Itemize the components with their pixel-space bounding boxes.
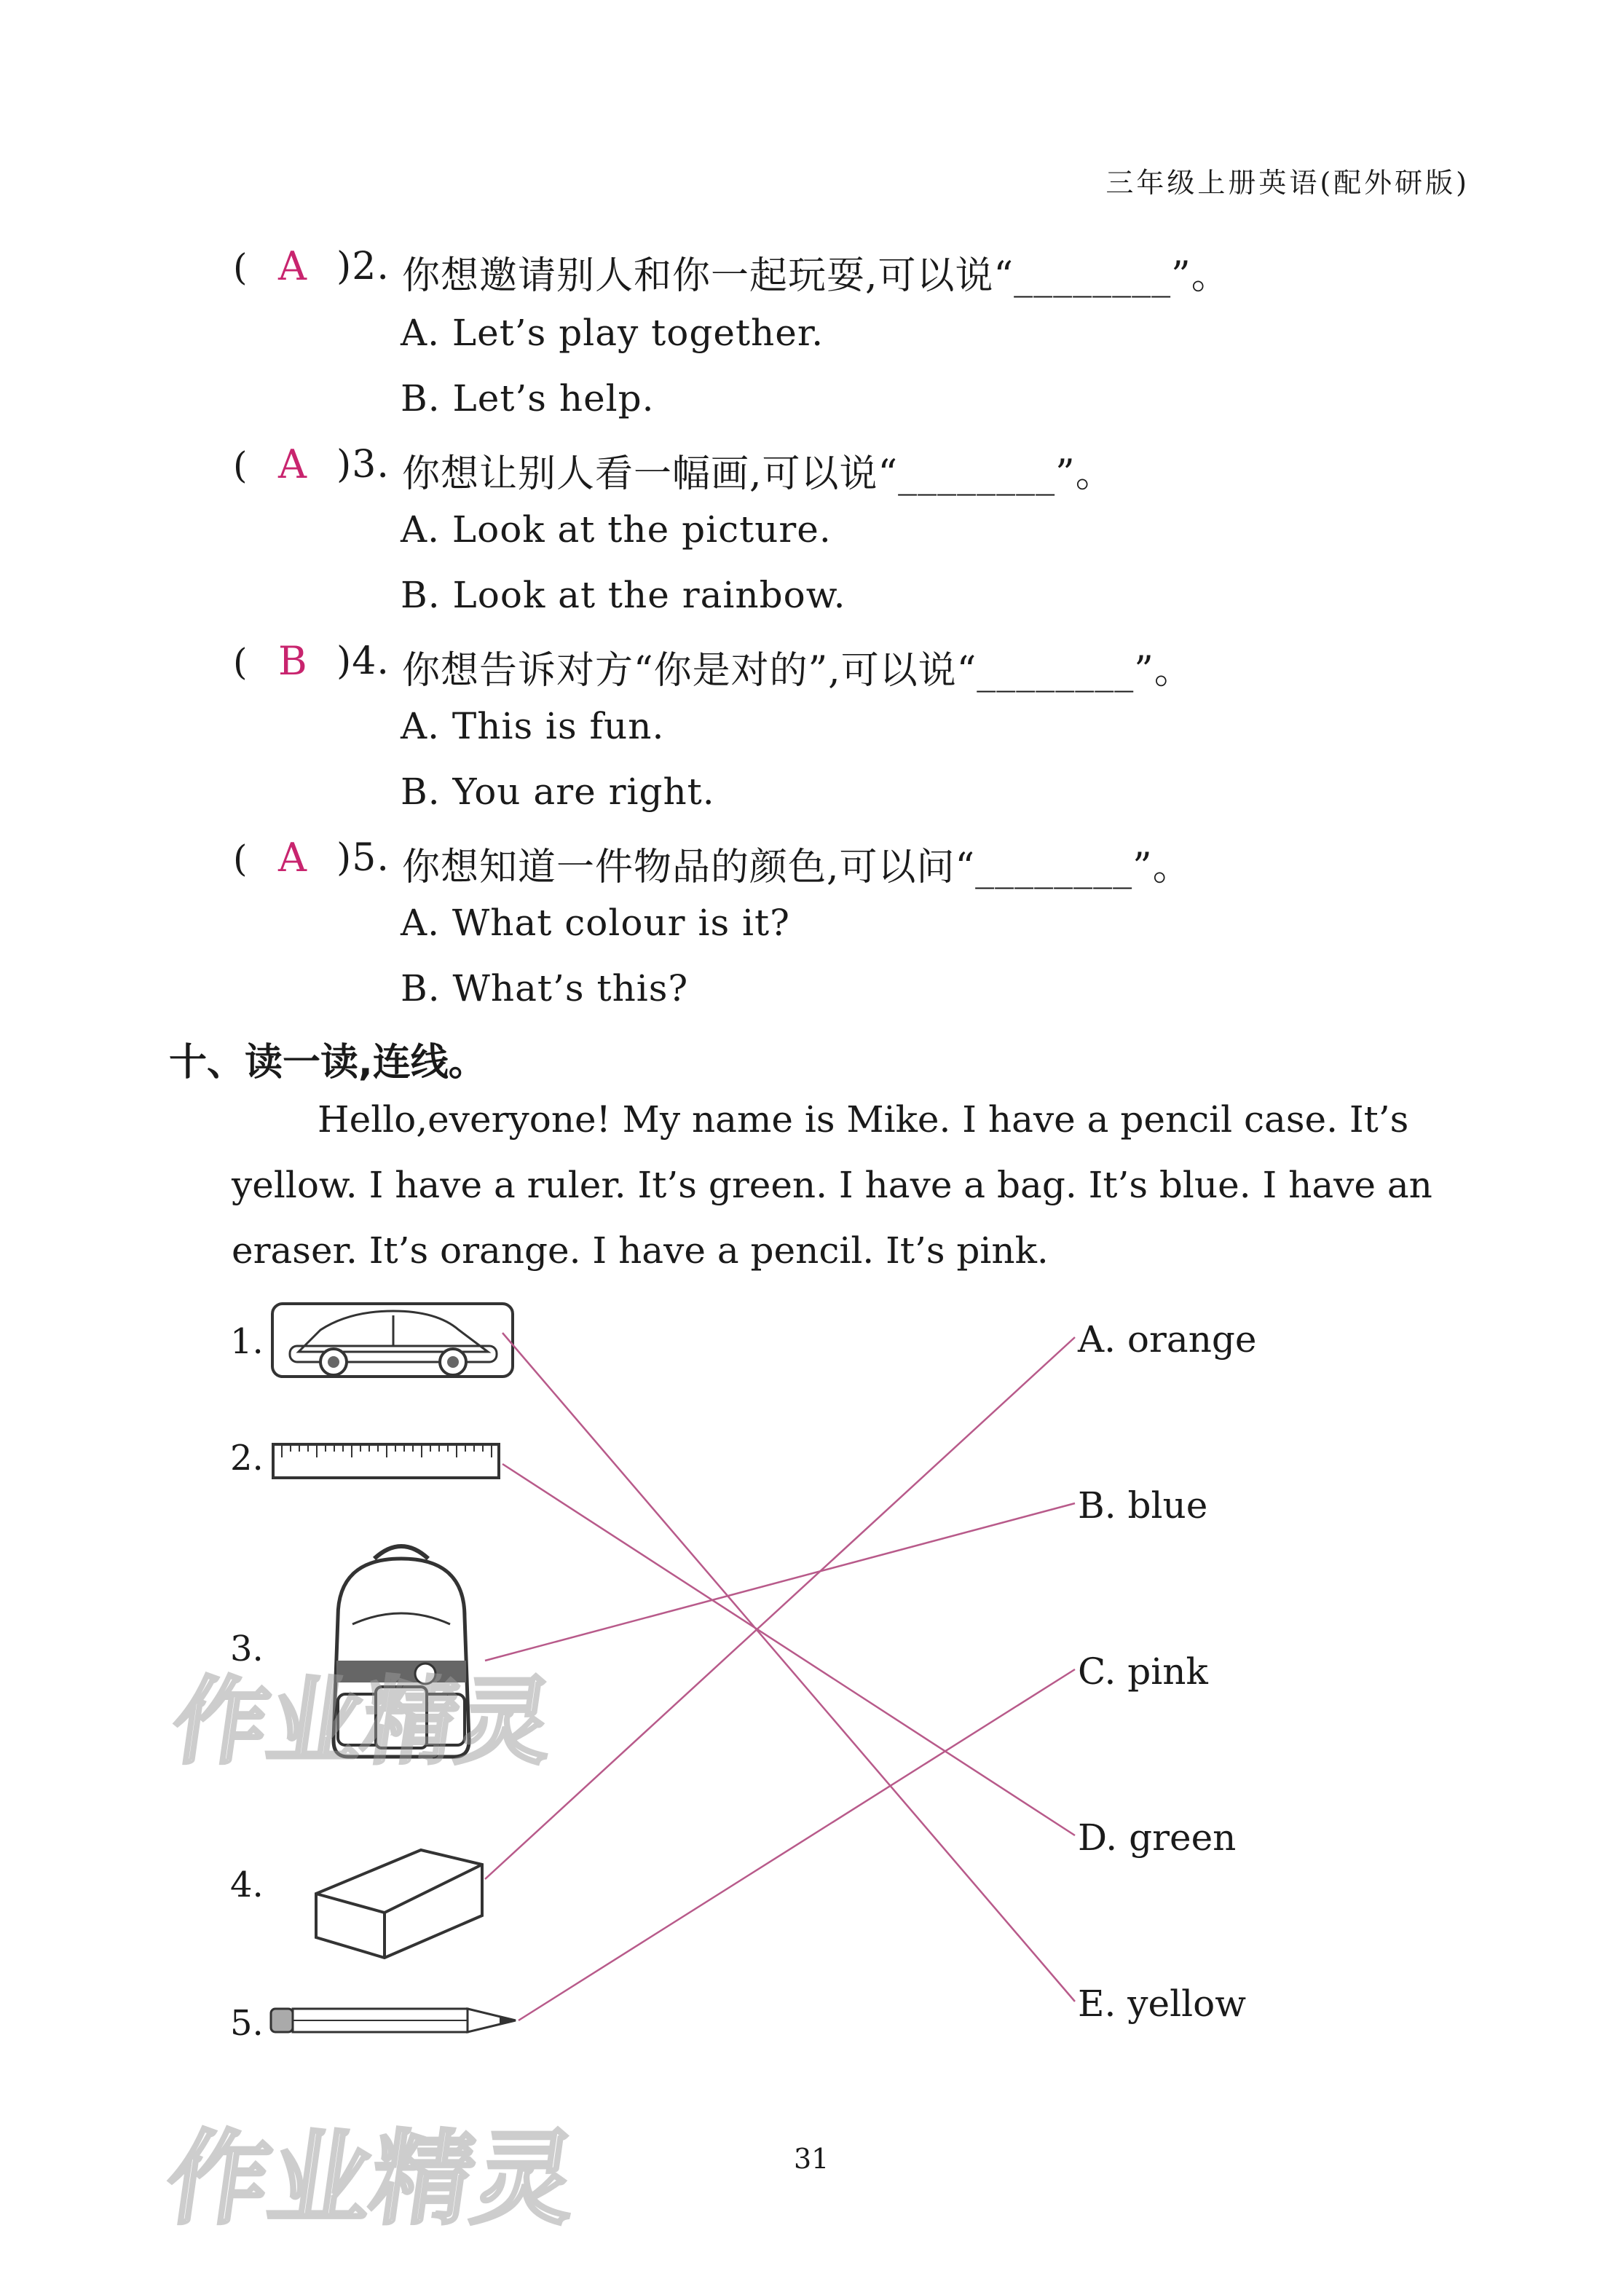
- match-line-2-D: [502, 1464, 1075, 1835]
- answer-paren-open: (: [233, 641, 248, 683]
- answer-letter: B: [278, 638, 307, 684]
- option-b: B. What’s this?: [401, 967, 689, 1009]
- question-prompt: 你想邀请别人和你一起玩耍,可以说“________”。: [402, 254, 1230, 298]
- option-a: A. Look at the picture.: [401, 508, 832, 551]
- question-prompt: 你想知道一件物品的颜色,可以问“________”。: [402, 846, 1191, 889]
- question-number: )4.: [336, 639, 390, 683]
- watermark-middle: 作业精灵: [165, 1666, 561, 1777]
- page-header: 三年级上册英语(配外研版): [1105, 167, 1470, 199]
- option-a: A. Let’s play together.: [401, 312, 824, 354]
- answer-paren-open: (: [233, 444, 248, 487]
- match-option-c: C. pink: [1078, 1650, 1208, 1693]
- reading-passage: Hello,everyone! My name is Mike. I have a pencil case. It’s yellow. I have a ruler. It’s green. I have a bag. It’s blue. I have an eraser. It’s orange. I have a pencil. It’s pink.: [232, 1098, 1432, 1272]
- match-option-d: D. green: [1078, 1816, 1237, 1859]
- match-line-5-C: [519, 1669, 1075, 2020]
- question-prompt: 你想让别人看一幅画,可以说“________”。: [402, 452, 1114, 496]
- option-b: B. Let’s help.: [401, 377, 655, 420]
- match-option-b: B. blue: [1078, 1484, 1208, 1527]
- match-line-3-B: [485, 1503, 1075, 1661]
- watermark-bottom: 作业精灵: [159, 2120, 584, 2239]
- answer-letter: A: [278, 243, 307, 289]
- match-line-1-E: [502, 1333, 1075, 2001]
- match-number-3: 3.: [230, 1629, 264, 1669]
- option-b: B. Look at the rainbow.: [401, 574, 846, 616]
- answer-paren-open: (: [233, 246, 248, 288]
- match-number-4: 4.: [230, 1865, 264, 1905]
- match-line-4-A: [485, 1337, 1075, 1879]
- match-option-e: E. yellow: [1078, 1983, 1247, 2025]
- option-a: A. What colour is it?: [401, 902, 790, 944]
- section-title: 十、读一读,连线。: [169, 1041, 486, 1084]
- match-option-a: A. orange: [1078, 1318, 1257, 1361]
- question-number: )3.: [336, 443, 390, 487]
- question-number: )2.: [336, 245, 390, 288]
- option-a: A. This is fun.: [401, 705, 665, 747]
- answer-letter: A: [278, 835, 307, 881]
- match-number-2: 2.: [230, 1438, 264, 1479]
- question-number: )5.: [336, 836, 390, 880]
- option-b: B. You are right.: [401, 771, 715, 813]
- page-number: 31: [794, 2143, 829, 2175]
- question-prompt: 你想告诉对方“你是对的”,可以说“________”。: [402, 649, 1193, 693]
- answer-paren-open: (: [233, 838, 248, 880]
- match-number-5: 5.: [230, 2003, 264, 2044]
- match-number-1: 1.: [230, 1321, 264, 1362]
- answer-letter: A: [278, 441, 307, 487]
